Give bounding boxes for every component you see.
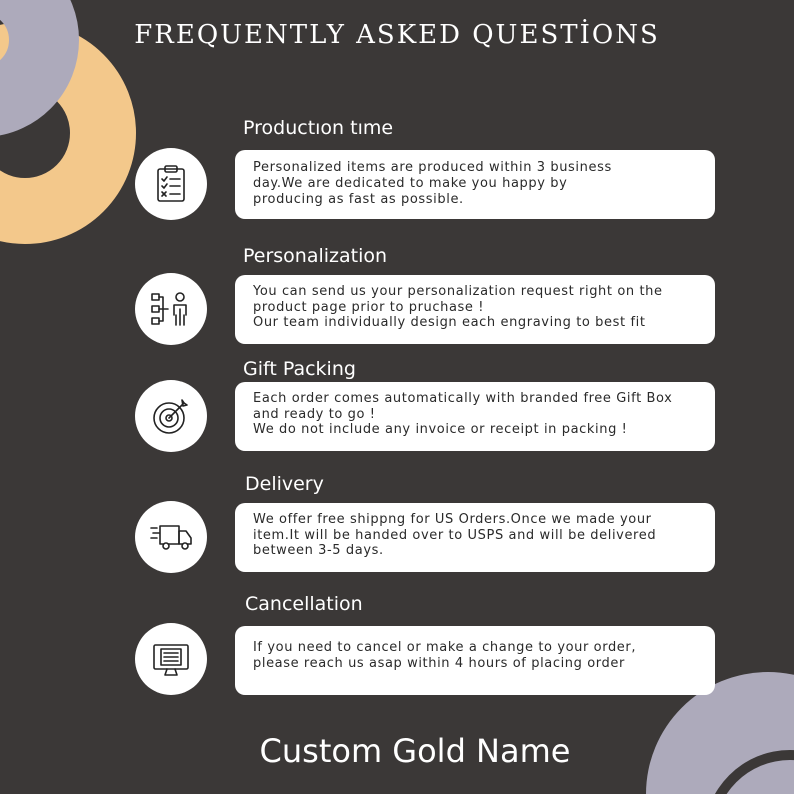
faq-heading-production-time: Productıon tıme xyxy=(243,117,394,139)
peach-ring-top-left xyxy=(0,55,103,211)
faq-icon-production-time xyxy=(135,148,207,220)
faq-heading-delivery: Delivery xyxy=(245,473,324,495)
faq-answer-cancellation: If you need to cancel or make a change to your order, please reach us asap within 4 hours of placing order xyxy=(235,626,715,695)
page-title: FREQUENTLY ASKED QUESTİONS xyxy=(134,20,660,50)
faq-heading-personalization: Personalization xyxy=(243,245,388,267)
flowchart-person-icon xyxy=(149,287,193,331)
delivery-truck-icon xyxy=(149,515,193,559)
faq-heading-gift-packing: Gift Packing xyxy=(243,358,356,380)
brand-footer: Custom Gold Name xyxy=(259,732,571,770)
faq-heading-cancellation: Cancellation xyxy=(245,593,363,615)
faq-answer-gift-packing: Each order comes automatically with branded free Gift Box and ready to go ! We do not include any invoice or receipt in packing ! xyxy=(235,382,715,451)
faq-answer-personalization: You can send us your personalization request right on the product page prior to pruchase ! Our team individually design each engraving to best fit xyxy=(235,275,715,344)
faq-answer-production-time: Personalized items are produced within 3 business day.We are dedicated to make you happy by producing as fast as possible. xyxy=(235,150,715,219)
target-arrow-icon xyxy=(149,394,193,438)
computer-monitor-icon xyxy=(149,637,193,681)
faq-answer-delivery: We offer free shippng for US Orders.Once we made your item.It will be handed over to USPS and will be delivered between 3-5 days. xyxy=(235,503,715,572)
faq-icon-delivery xyxy=(135,501,207,573)
faq-icon-cancellation xyxy=(135,623,207,695)
lavender-ring-top-left xyxy=(0,0,44,102)
clipboard-checklist-icon xyxy=(149,162,193,206)
faq-icon-personalization xyxy=(135,273,207,345)
faq-icon-gift-packing xyxy=(135,380,207,452)
